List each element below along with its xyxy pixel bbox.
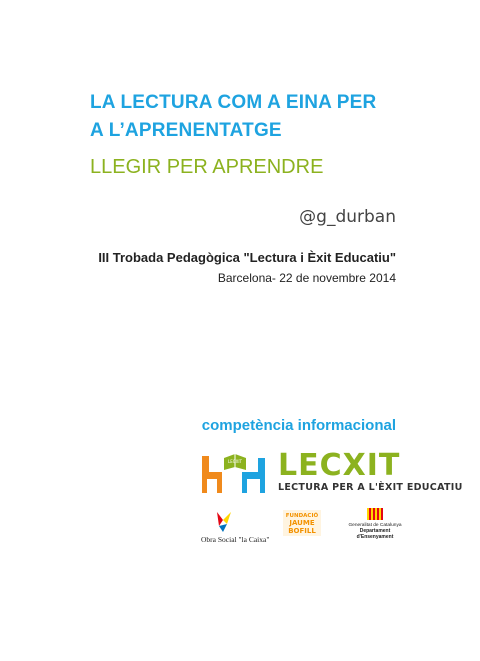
fundacio-line2: JAUME xyxy=(289,519,315,527)
generalitat-line1: Generalitat de Catalunya xyxy=(348,523,402,528)
sponsor-logos xyxy=(197,502,402,552)
lecxit-tagline: LECTURA PER A L'ÈXIT EDUCATIU xyxy=(278,482,463,493)
fundacio-line3: BOFILL xyxy=(288,527,316,535)
event-date: Barcelona- 22 de novembre 2014 xyxy=(217,271,396,285)
topic-heading: competència informacional xyxy=(201,417,396,434)
generalitat-line2: Departament xyxy=(359,528,391,534)
orange-chair-icon xyxy=(202,456,222,493)
author-handle: @g_durban xyxy=(299,207,396,227)
book-icon xyxy=(224,454,246,470)
generalitat-line3: d'Ensenyament xyxy=(356,534,394,540)
lecxit-wordmark: LECXIT xyxy=(278,448,401,483)
subtitle: LLEGIR PER APRENDRE xyxy=(90,156,324,178)
book-label: LECXIT xyxy=(228,459,242,464)
caixa-star-icon xyxy=(217,512,231,532)
title-line-2: A L’APRENENTATGE xyxy=(90,120,282,141)
title-line-1: LA LECTURA COM A EINA PER xyxy=(90,92,377,113)
fundacio-line1: FUNDACIÓ xyxy=(285,513,319,519)
fundacio-bofill-logo xyxy=(283,510,321,536)
obra-social-label: Obra Social "la Caixa" xyxy=(201,535,270,544)
generalitat-shield-icon xyxy=(367,508,383,520)
event-title: III Trobada Pedagògica "Lectura i Èxit Educatiu" xyxy=(98,250,396,265)
